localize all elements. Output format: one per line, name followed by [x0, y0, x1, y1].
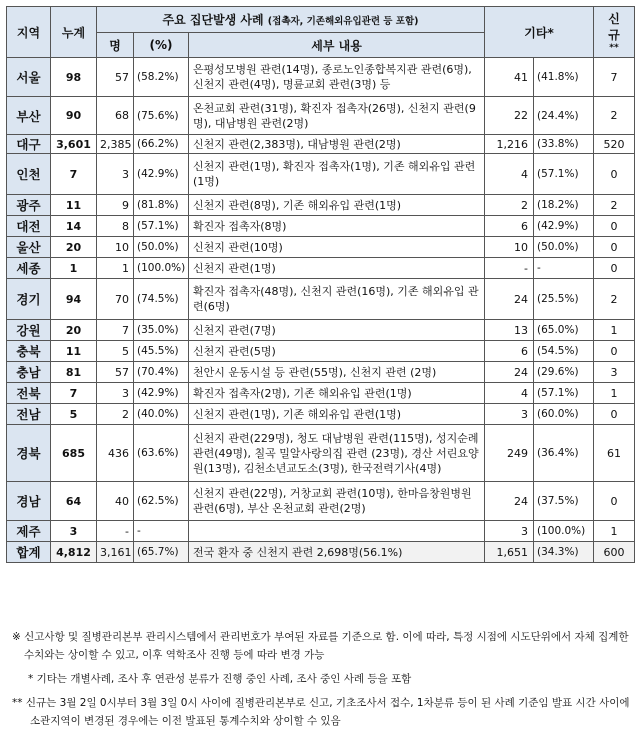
- case-pct-cell: (45.5%): [134, 341, 189, 362]
- case-count-cell: 3,161: [97, 542, 134, 563]
- total-cell: 20: [51, 237, 97, 258]
- details-cell: 천안시 운동시설 등 관련(55명), 신천지 관련 (2명): [189, 362, 485, 383]
- details-cell: 확진자 접촉자(48명), 신천지 관련(16명), 기존 해외유입 관련(6명): [189, 279, 485, 320]
- other-count-cell: 2: [485, 195, 534, 216]
- total-cell: 64: [51, 482, 97, 521]
- header-main-cases: [97, 7, 485, 33]
- other-pct-cell: (42.9%): [534, 216, 594, 237]
- case-pct-cell: (42.9%): [134, 383, 189, 404]
- details-cell: 신천지 관련(1명), 확진자 접촉자(1명), 기존 해외유입 관련 (1명): [189, 154, 485, 195]
- other-count-cell: 24: [485, 482, 534, 521]
- other-count-cell: 3: [485, 404, 534, 425]
- case-count-cell: 2: [97, 404, 134, 425]
- case-pct-cell: (81.8%): [134, 195, 189, 216]
- details-cell: 신천지 관련(229명), 청도 대남병원 관련(115명), 성지순례 관련(49명), 칠곡 밀알사랑의집 관련 (23명), 경산 서린요양원(13명), 김천소년교도소(3명), 한국전력기사(4명): [189, 425, 485, 482]
- other-pct-cell: (29.6%): [534, 362, 594, 383]
- other-pct-cell: (54.5%): [534, 341, 594, 362]
- region-cell: 경기: [7, 279, 51, 320]
- case-count-cell: 40: [97, 482, 134, 521]
- total-cell: 98: [51, 58, 97, 97]
- region-cell: 대구: [7, 135, 51, 154]
- total-cell: 3: [51, 521, 97, 542]
- other-pct-cell: (41.8%): [534, 58, 594, 97]
- case-count-cell: 5: [97, 341, 134, 362]
- case-pct-cell: (42.9%): [134, 154, 189, 195]
- new-cases-cell: 2: [594, 97, 635, 135]
- details-cell: 확진자 접촉자(8명): [189, 216, 485, 237]
- table-row: [7, 482, 635, 521]
- new-cases-cell: 3: [594, 362, 635, 383]
- region-cell: 부산: [7, 97, 51, 135]
- details-cell: 은평성모병원 관련(14명), 종로노인종합복지관 관련(6명), 신천지 관련(4명), 명륜교회 관련(3명) 등: [189, 58, 485, 97]
- details-cell: 신천지 관련(7명): [189, 320, 485, 341]
- table-row: [7, 404, 635, 425]
- table-row: [7, 279, 635, 320]
- case-count-cell: 10: [97, 237, 134, 258]
- case-count-cell: 436: [97, 425, 134, 482]
- case-count-cell: 57: [97, 362, 134, 383]
- region-cell: 제주: [7, 521, 51, 542]
- details-cell: 신천지 관련(8명), 기존 해외유입 관련(1명): [189, 195, 485, 216]
- total-cell: 7: [51, 154, 97, 195]
- new-cases-cell: 600: [594, 542, 635, 563]
- total-cell: 4,812: [51, 542, 97, 563]
- region-cell: 충남: [7, 362, 51, 383]
- header-cumulative: 누계: [51, 7, 97, 58]
- table-row: [7, 154, 635, 195]
- header-region: 지역: [7, 7, 51, 58]
- total-cell: 3,601: [51, 135, 97, 154]
- region-cell: 울산: [7, 237, 51, 258]
- table-row: [7, 195, 635, 216]
- table-row: [7, 258, 635, 279]
- table-row: [7, 97, 635, 135]
- table-row: [7, 341, 635, 362]
- new-cases-cell: 0: [594, 237, 635, 258]
- other-count-cell: 6: [485, 341, 534, 362]
- other-count-cell: 3: [485, 521, 534, 542]
- region-cell: 충북: [7, 341, 51, 362]
- total-cell: 11: [51, 341, 97, 362]
- total-cell: 685: [51, 425, 97, 482]
- region-cell: 강원: [7, 320, 51, 341]
- case-pct-cell: (66.2%): [134, 135, 189, 154]
- case-count-cell: 1: [97, 258, 134, 279]
- total-cell: 14: [51, 216, 97, 237]
- new-cases-cell: 61: [594, 425, 635, 482]
- other-pct-cell: (100.0%): [534, 521, 594, 542]
- header-main-cases-label: 주요 집단발생 사례: [162, 13, 264, 27]
- case-pct-cell: (50.0%): [134, 237, 189, 258]
- new-cases-cell: 7: [594, 58, 635, 97]
- table-row: [7, 362, 635, 383]
- header-main-cases-note: (접촉자, 기존해외유입관련 등 포함): [267, 16, 419, 27]
- case-pct-cell: (35.0%): [134, 320, 189, 341]
- other-count-cell: 22: [485, 97, 534, 135]
- new-cases-cell: 0: [594, 482, 635, 521]
- other-pct-cell: (57.1%): [534, 383, 594, 404]
- new-cases-cell: 1: [594, 320, 635, 341]
- new-cases-cell: 1: [594, 521, 635, 542]
- region-cell: 서울: [7, 58, 51, 97]
- other-pct-cell: (65.0%): [534, 320, 594, 341]
- case-pct-cell: (62.5%): [134, 482, 189, 521]
- footnote-main: ※ 신고사항 및 질병관리본부 관리시스템에서 관리번호가 부여된 자료를 기준으로 함. 이에 따라, 특정 시점에 시도단위에서 자체 집계한 수치와는 상이할 수 있고, 이후 역학조사 진행 등에 따라 변경 가능: [12, 631, 629, 661]
- other-pct-cell: (57.1%): [534, 154, 594, 195]
- other-pct-cell: (33.8%): [534, 135, 594, 154]
- other-pct-cell: (34.3%): [534, 542, 594, 563]
- other-count-cell: 249: [485, 425, 534, 482]
- region-cell: 전남: [7, 404, 51, 425]
- other-count-cell: 4: [485, 154, 534, 195]
- region-cell: 경북: [7, 425, 51, 482]
- case-pct-cell: (100.0%): [134, 258, 189, 279]
- header-new-label: 신규: [608, 12, 620, 42]
- other-pct-cell: (24.4%): [534, 97, 594, 135]
- case-pct-cell: (40.0%): [134, 404, 189, 425]
- table-row: [7, 58, 635, 97]
- other-pct-cell: (18.2%): [534, 195, 594, 216]
- footnote-new: ** 신규는 3월 2일 0시부터 3월 3일 0시 사이에 질병관리본부로 신고, 기초조사서 접수, 1차분류 등이 된 사례 기준임 발표 시간 사이에 소관지역이 변경된 경우에는 이전 발표된 통계수치와 상이할 수 있음: [12, 697, 630, 727]
- other-count-cell: 10: [485, 237, 534, 258]
- details-cell: 신천지 관련(1명), 기존 해외유입 관련(1명): [189, 404, 485, 425]
- new-cases-cell: 0: [594, 258, 635, 279]
- table-row: [7, 542, 635, 563]
- details-cell: 신천지 관련(10명): [189, 237, 485, 258]
- other-count-cell: 13: [485, 320, 534, 341]
- region-cell: 인천: [7, 154, 51, 195]
- footnote-other: * 기타는 개별사례, 조사 후 연관성 분류가 진행 중인 사례, 조사 중인 사례 등을 포함: [28, 673, 412, 685]
- table-row: [7, 216, 635, 237]
- case-pct-cell: (65.7%): [134, 542, 189, 563]
- case-pct-cell: (75.6%): [134, 97, 189, 135]
- case-pct-cell: (63.6%): [134, 425, 189, 482]
- header-new-mark: **: [609, 43, 619, 53]
- region-cell: 세종: [7, 258, 51, 279]
- new-cases-cell: 0: [594, 216, 635, 237]
- details-cell: 전국 환자 중 신천지 관련 2,698명(56.1%): [189, 542, 485, 563]
- new-cases-cell: 2: [594, 195, 635, 216]
- total-cell: 1: [51, 258, 97, 279]
- other-count-cell: 41: [485, 58, 534, 97]
- header-new: [594, 7, 635, 58]
- region-cell: 광주: [7, 195, 51, 216]
- total-cell: 7: [51, 383, 97, 404]
- new-cases-cell: 0: [594, 154, 635, 195]
- new-cases-cell: 520: [594, 135, 635, 154]
- table-row: [7, 237, 635, 258]
- table-row: [7, 425, 635, 482]
- other-count-cell: 24: [485, 279, 534, 320]
- case-count-cell: 70: [97, 279, 134, 320]
- header-pct: (%): [134, 33, 189, 58]
- region-cell: 합계: [7, 542, 51, 563]
- other-count-cell: 24: [485, 362, 534, 383]
- details-cell: 신천지 관련(22명), 거창교회 관련(10명), 한마음창원병원 관련(6명), 부산 온천교회 관련(2명): [189, 482, 485, 521]
- other-pct-cell: (60.0%): [534, 404, 594, 425]
- case-count-cell: 68: [97, 97, 134, 135]
- other-pct-cell: (36.4%): [534, 425, 594, 482]
- other-count-cell: 6: [485, 216, 534, 237]
- other-count-cell: 1,651: [485, 542, 534, 563]
- details-cell: 신천지 관련(1명): [189, 258, 485, 279]
- regional-cluster-table: [6, 6, 635, 563]
- total-cell: 94: [51, 279, 97, 320]
- case-pct-cell: (70.4%): [134, 362, 189, 383]
- total-cell: 5: [51, 404, 97, 425]
- table-row: [7, 383, 635, 404]
- case-count-cell: 8: [97, 216, 134, 237]
- case-count-cell: 9: [97, 195, 134, 216]
- new-cases-cell: 2: [594, 279, 635, 320]
- other-count-cell: 1,216: [485, 135, 534, 154]
- region-cell: 대전: [7, 216, 51, 237]
- footnotes: [12, 628, 632, 730]
- header-details: 세부 내용: [189, 33, 485, 58]
- other-pct-cell: (25.5%): [534, 279, 594, 320]
- case-pct-cell: -: [134, 521, 189, 542]
- details-cell: 신천지 관련(5명): [189, 341, 485, 362]
- other-count-cell: -: [485, 258, 534, 279]
- case-count-cell: 3: [97, 154, 134, 195]
- new-cases-cell: 0: [594, 404, 635, 425]
- details-cell: 온천교회 관련(31명), 확진자 접촉자(26명), 신천지 관련(9명), 대남병원 관련(2명): [189, 97, 485, 135]
- case-count-cell: -: [97, 521, 134, 542]
- new-cases-cell: 0: [594, 341, 635, 362]
- new-cases-cell: 1: [594, 383, 635, 404]
- case-count-cell: 3: [97, 383, 134, 404]
- region-cell: 전북: [7, 383, 51, 404]
- header-count: 명: [97, 33, 134, 58]
- case-count-cell: 7: [97, 320, 134, 341]
- case-pct-cell: (57.1%): [134, 216, 189, 237]
- case-count-cell: 2,385: [97, 135, 134, 154]
- total-cell: 11: [51, 195, 97, 216]
- details-cell: 신천지 관련(2,383명), 대남병원 관련(2명): [189, 135, 485, 154]
- details-cell: 확진자 접촉자(2명), 기존 해외유입 관련(1명): [189, 383, 485, 404]
- total-cell: 90: [51, 97, 97, 135]
- case-pct-cell: (74.5%): [134, 279, 189, 320]
- table-row: [7, 521, 635, 542]
- table-row: [7, 320, 635, 341]
- total-cell: 20: [51, 320, 97, 341]
- other-pct-cell: (50.0%): [534, 237, 594, 258]
- region-cell: 경남: [7, 482, 51, 521]
- other-pct-cell: -: [534, 258, 594, 279]
- case-count-cell: 57: [97, 58, 134, 97]
- other-count-cell: 4: [485, 383, 534, 404]
- total-cell: 81: [51, 362, 97, 383]
- details-cell: [189, 521, 485, 542]
- table-row: [7, 135, 635, 154]
- case-pct-cell: (58.2%): [134, 58, 189, 97]
- header-other: 기타*: [485, 7, 594, 58]
- other-pct-cell: (37.5%): [534, 482, 594, 521]
